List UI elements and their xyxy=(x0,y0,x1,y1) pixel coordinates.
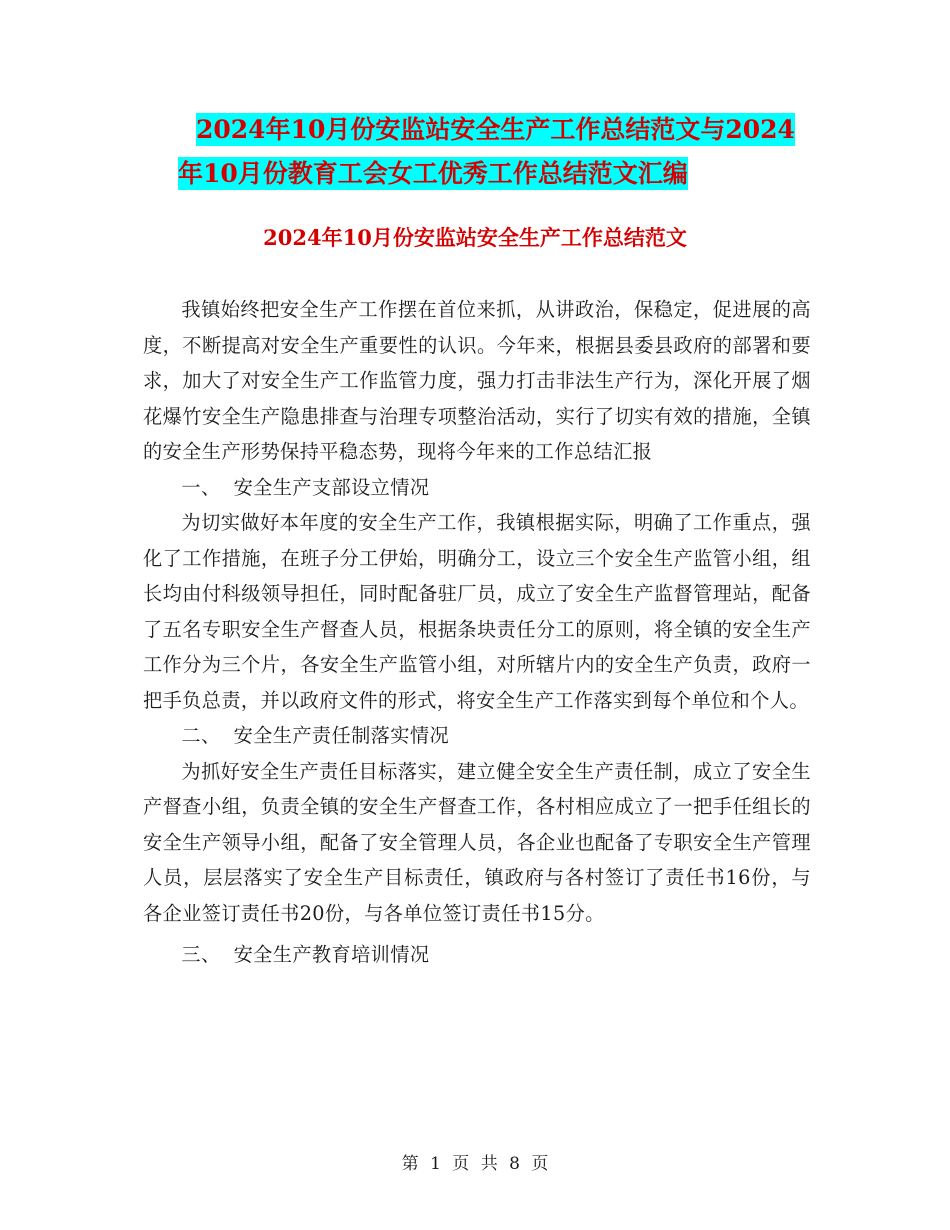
heading-section-2: 二、 安全生产责任制落实情况 xyxy=(181,724,450,747)
heading-section-1: 一、 安全生产支部设立情况 xyxy=(181,475,430,499)
paragraph-section-2: 为抓好安全生产责任目标落实，建立健全安全生产责任制，成立了安全生产督查小组，负责全镇的安全生产督查工作，各村相应成立了一把手任组长的安全生产领导小组，配备了安全管理人员，各企业也配备了专职安全生产管理人员，层层落实了安全生产目标责任，镇政府与各村签订了责任书16份，与各企业签订责任书20份，与各单位签订责任书15分。 xyxy=(143,759,811,925)
paragraph-section-1: 为切实做好本年度的安全生产工作，我镇根据实际，明确了工作重点，强化了工作措施，在班子分工伊始，明确分工，设立三个安全生产监管小组，组长均由付科级领导担任，同时配备驻厂员，成立了安全生产监督管理站，配备了五名专职安全生产督查人员，根据条块责任分工的原则，将全镇的安全生产工作分为三个片，各安全生产监管小组，对所辖片内的安全生产负责，政府一把手负总责，并以政府文件的形式，将安全生产工作落实到每个单位和个人。 xyxy=(143,511,811,712)
paragraph-intro: 我镇始终把安全生产工作摆在首位来抓，从讲政治，保稳定，促进展的高度，不断提高对安全生产重要性的认识。今年来，根据县委县政府的部署和要求，加大了对安全生产工作监管力度，强力打击非法生产行为，深化开展了烟花爆竹安全生产隐患排查与治理专项整治活动，实行了切实有效的措施，全镇的安全生产形势保持平稳态势，现将今年来的工作总结汇报 xyxy=(143,298,811,463)
main-title-line-2: 年10月份教育工会女工优秀工作总结范文汇编 xyxy=(178,159,688,188)
section-title: 2024年10月份安监站安全生产工作总结范文 xyxy=(263,225,687,250)
heading-section-3: 三、 安全生产教育培训情况 xyxy=(181,943,430,966)
page-number: 第 1 页 共 8 页 xyxy=(401,1154,549,1174)
document-body xyxy=(143,292,811,973)
main-title-line-1: 2024年10月份安监站安全生产工作总结范文与2024 xyxy=(196,115,795,144)
document-main-title xyxy=(178,108,818,196)
